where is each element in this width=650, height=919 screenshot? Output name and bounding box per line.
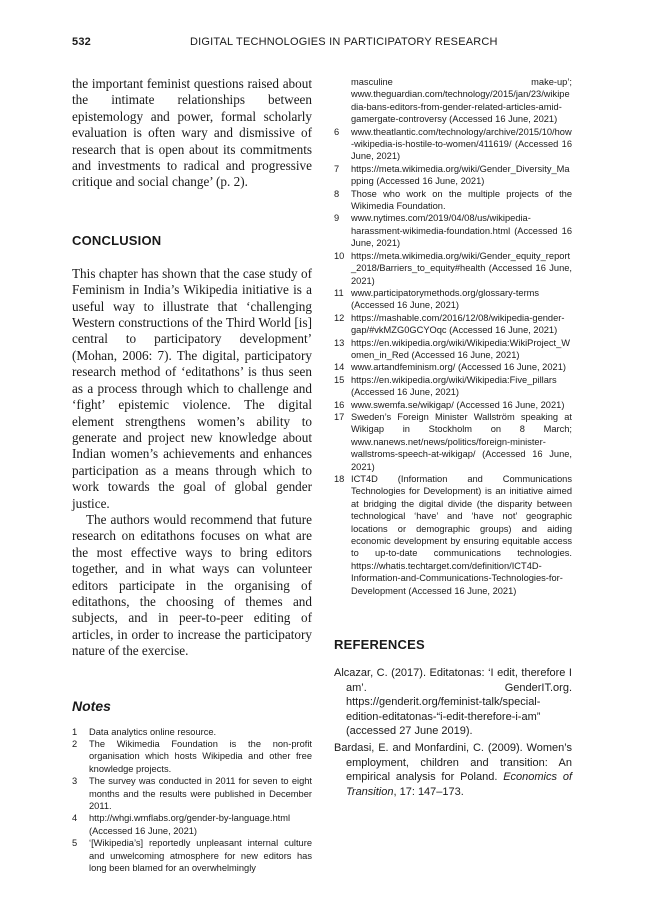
note-text: http://whgi.wmflabs.org/gender-by-language.html (Accessed 16 June, 2021): [89, 813, 291, 836]
note-item: [72, 738, 312, 775]
note-item: [334, 212, 572, 249]
note-number: 14: [334, 362, 345, 373]
references-list: [334, 666, 572, 799]
note-item: [72, 726, 312, 738]
note-text: https://mashable.com/2016/12/08/wikipedia-gender-gap/#vkMZG0GCYOqc (Accessed 16 June, 2021): [351, 312, 565, 336]
references-heading: REFERENCES: [334, 637, 425, 653]
intro-paragraph: the important feminist questions raised about the intimate relationships between epistemology and power, formal scholarly evaluation is often wary and dismissive of research that is open about its commitments and investments to radical and progressive critique and social change’ (p. 2).: [72, 76, 312, 190]
note-text: Those who work on the multiple projects of the Wikimedia Foundation.: [351, 188, 572, 212]
note-text: www.artandfeminism.org/ (Accessed 16 June, 2021): [351, 362, 566, 373]
note-number: 12: [334, 312, 345, 323]
note-item: [72, 837, 312, 874]
reference-tail: , 17: 147–173.: [393, 785, 464, 798]
conclusion-paragraph-1: This chapter has shown that the case study of Feminism in India’s Wikipedia initiative is a useful way to illustrate that ‘challenging Western constructions of the Third World [is] central to participatory development’ (Mohan, 2006: 7). The digital, participatory research method of ‘editathons’ is thus seen as a process through which to challenge and ‘fight’ epistemic violence. The digital element strengthens women’s ability to generate and project new knowledge about Indian women’s achievements and enhances participation as a means through which to work towards the goal of global gender justice.: [72, 265, 312, 511]
note-number: 11: [334, 287, 344, 298]
note-number: 17: [334, 411, 345, 422]
note-number: 5: [72, 838, 78, 849]
conclusion-paragraph-2: The authors would recommend that future research on editathons focuses on what are the most effective ways to bring editors together, and in what ways can volunteer editors participate in the organising of editathons, the choosing of themes and subjects, and in peer-to-peer editing of articles, in order to increase the participatory nature of the exercise.: [72, 511, 312, 659]
note-item: [334, 287, 572, 312]
note-text: ICT4D (Information and Communications Technologies for Development) is an initiative aimed at bridging the digital divide (the disparity between technological ‘have’ and ‘have not’ geographic locations or demographic groups) and aiding economic development by ensuring equitable access to up-to-date communications technologies. https://whatis.techtarget.com/definition/ICT4D-Information-and-Communications-Technologies-for-Development (Accessed 16 June, 2021): [351, 474, 572, 596]
note-item: [334, 312, 572, 337]
note-item: [334, 399, 572, 411]
notes-list-right: [334, 76, 572, 597]
note-item: [334, 163, 572, 188]
notes-list-left: [72, 726, 312, 875]
note-number: 3: [72, 776, 78, 787]
note-item: [334, 374, 572, 399]
reference-item: Alcazar, C. (2017). Editatonas: ‘I edit, therefore I am’. GenderIT.org. https://genderit.org/feminist-talk/special-edition-editatonas-“i-edit-therefore-i-am” (accessed 27 June 2019).: [334, 667, 572, 738]
note-number: 18: [334, 474, 345, 484]
conclusion-heading: CONCLUSION: [72, 232, 162, 248]
note-number: 15: [334, 374, 345, 385]
note-number: 16: [334, 399, 345, 410]
note-continuation: [334, 76, 572, 126]
note-number: 6: [334, 126, 340, 137]
note-number: 8: [334, 188, 340, 199]
notes-heading: Notes: [72, 697, 111, 714]
note-text: Sweden’s Foreign Minister Wallström speaking at Wikigap in Stockholm on 8 March; www.nanews.net/news/politics/foreign-minister-wallstroms-speech-at-wikigap/ (Accessed 16 June, 2021): [351, 411, 572, 472]
note-text: ‘[Wikipedia’s] reportedly unpleasant internal culture and unwelcoming atmosphere for new editors has long been blamed for an overwhelmingly: [89, 838, 312, 874]
right-column: [334, 76, 572, 801]
note-text: www.nytimes.com/2019/04/08/us/wikipedia-harassment-wikimedia-foundation.html (Accessed 16 June, 2021): [351, 213, 572, 249]
note-number: 7: [334, 163, 340, 174]
note-text: The Wikimedia Foundation is the non-profit organisation which hosts Wikipedia and other free knowledge projects.: [89, 739, 312, 774]
note-text: https://meta.wikimedia.org/wiki/Gender_equity_report_2018/Barriers_to_equity#health (Accessed 16 June, 2021): [351, 250, 572, 286]
note-text: Data analytics online resource.: [89, 726, 217, 737]
reference-item: [334, 741, 572, 799]
note-item: [334, 126, 572, 163]
note-item: [72, 775, 312, 812]
conclusion-text: [72, 266, 312, 660]
page-number: 532: [72, 36, 91, 48]
left-column: [72, 76, 312, 874]
note-item: [72, 812, 312, 837]
note-item: [334, 337, 572, 362]
note-text: www.participatorymethods.org/glossary-terms (Accessed 16 June, 2021): [351, 287, 540, 311]
note-text: The survey was conducted in 2011 for seven to eight months and the results were published in December 2011.: [89, 776, 312, 812]
note-number: 1: [72, 726, 78, 737]
running-title: DIGITAL TECHNOLOGIES IN PARTICIPATORY RESEARCH: [190, 36, 498, 48]
note-text: https://en.wikipedia.org/wiki/Wikipedia:Five_pillars (Accessed 16 June, 2021): [351, 374, 557, 398]
reference-body: Bardasi, E. and Monfardini, C. (2009). Women’s employment, children and transition: An empirical analysis for Poland.: [334, 742, 572, 784]
body-text: [72, 76, 312, 191]
note-number: 10: [334, 250, 345, 261]
note-item: [334, 250, 572, 287]
note-number: 4: [72, 813, 78, 824]
reference-journal: Economics of Transition: [346, 771, 572, 798]
note-text: https://en.wikipedia.org/wiki/Wikipedia:WikiProject_Women_in_Red (Accessed 16 June, 2021): [351, 337, 571, 360]
note-item: [334, 361, 572, 373]
note-text: masculine make-up’; www.theguardian.com/technology/2015/jan/23/wikipedia-bans-editors-from-gender-related-articles-amid-gamergate-controversy (Accessed 16 June, 2021): [351, 77, 572, 125]
note-text: https://meta.wikimedia.org/wiki/Gender_Diversity_Mapping (Accessed 16 June, 2021): [351, 163, 570, 187]
note-item: [334, 473, 572, 597]
note-number: 13: [334, 337, 345, 348]
note-item: [334, 188, 572, 213]
note-text: www.swemfa.se/wikigap/ (Accessed 16 June, 2021): [351, 399, 565, 410]
note-number: 9: [334, 213, 340, 224]
note-text: www.theatlantic.com/technology/archive/2015/10/how-wikipedia-is-hostile-to-women/411619/ (Accessed 16 June, 2021): [351, 126, 572, 162]
note-number: 2: [72, 739, 78, 749]
note-item: [334, 411, 572, 473]
